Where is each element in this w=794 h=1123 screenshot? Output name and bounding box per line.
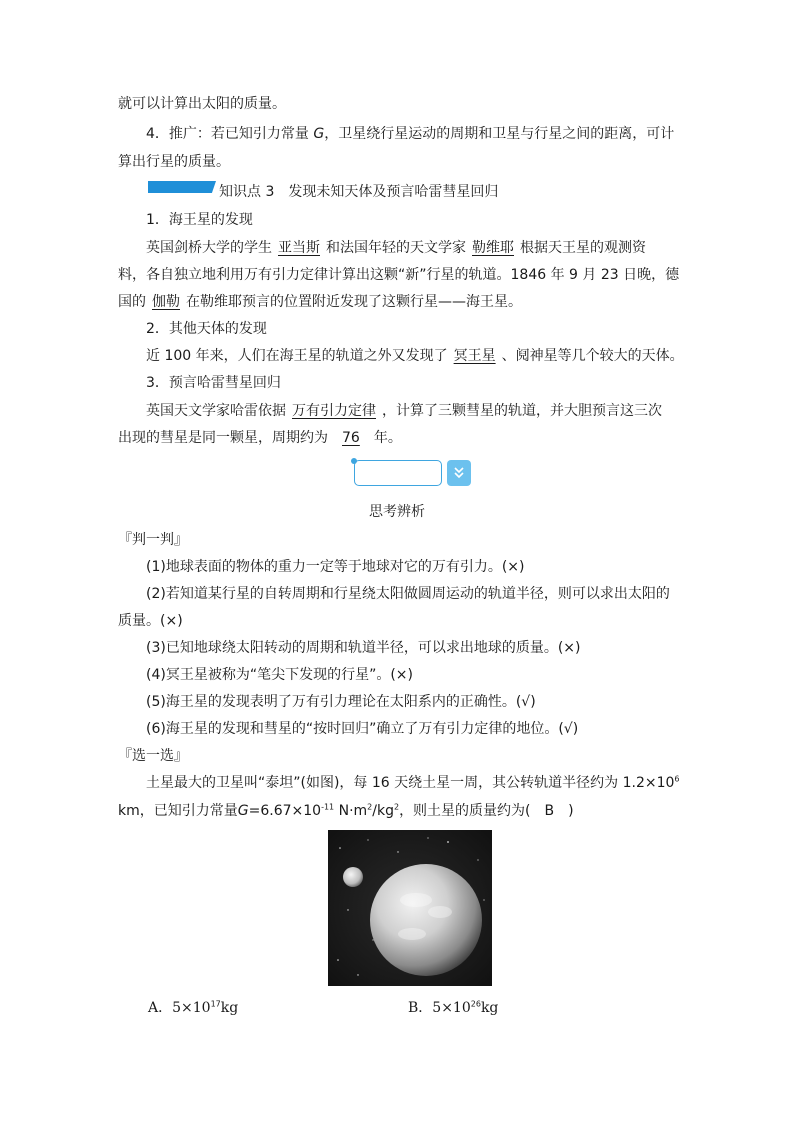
judge-item: (4)冥王星被称为“笔尖下发现的行星”。(×) [146, 667, 413, 683]
option-a[interactable]: A．$5\times 10^{17}kg$ [148, 999, 239, 1016]
text-line: 算出行星的质量。 [118, 154, 230, 170]
think-header-box [354, 460, 442, 486]
judge-item: (2)若知道某行星的自转周期和行星绕太阳做圆周运动的轨道半径，则可以求出太阳的 [146, 586, 670, 602]
question-text: 土星最大的卫星叫“泰坦”(如图)，每 16 天绕土星一周，其公转轨道半径约为 $1.2\times 10^6$ [146, 774, 680, 791]
answer-blank: 万有引力定律 [292, 403, 376, 419]
text-line: 英国天文学家哈雷依据 万有引力定律 ，计算了三颗彗星的轨道，并大胆预言这三次 [146, 403, 662, 419]
answer-blank: 76 [342, 430, 360, 446]
saturn-titan-image [328, 830, 492, 986]
judge-item: 质量。(×) [118, 613, 183, 629]
section-heading: 3．预言哈雷彗星回归 [146, 375, 281, 391]
section-heading: 1．海王星的发现 [146, 212, 253, 228]
double-chevron-down-icon[interactable] [447, 460, 471, 486]
text-line: 4．推广：若已知引力常量 G，卫星绕行星运动的周期和卫星与行星之间的距离，可计 [146, 126, 675, 142]
judge-item: (5)海王星的发现表明了万有引力理论在太阳系内的正确性。(√) [146, 694, 536, 710]
knowledge-point-title: 知识点 3 发现未知天体及预言哈雷彗星回归 [219, 184, 499, 200]
text-line: 就可以计算出太阳的质量。 [118, 96, 286, 112]
text-line: 近 100 年来，人们在海王星的轨道之外又发现了 冥王星 、阋神星等几个较大的天体。 [146, 348, 684, 364]
section-heading: 2．其他天体的发现 [146, 321, 267, 337]
answer-blank: 勒维耶 [472, 240, 514, 256]
chevron-svg [453, 465, 465, 481]
text-line: 料，各自独立地利用万有引力定律计算出这颗“新”行星的轨道。1846 年 9 月 23 日晚，德 [118, 267, 680, 283]
text-line: 英国剑桥大学的学生 亚当斯 和法国年轻的天文学家 勒维耶 根据天王星的观测资 [146, 240, 646, 256]
judge-item: (3)已知地球绕太阳转动的周期和轨道半径，可以求出地球的质量。(×) [146, 640, 581, 656]
text-line: 出现的彗星是同一颗星，周期约为 76 年。 [118, 430, 402, 446]
answer-blank: 亚当斯 [278, 240, 320, 256]
text-line: 国的 伽勒 在勒维耶预言的位置附近发现了这颗行星——海王星。 [118, 294, 522, 310]
subsection-label: 『选一选』 [118, 748, 188, 764]
option-b[interactable]: B．$5\times 10^{26}kg$ [408, 999, 499, 1016]
answer-blank: 伽勒 [152, 294, 180, 310]
knowledge-point-bar [148, 181, 216, 193]
subsection-label: 『判一判』 [118, 532, 188, 548]
judge-item: (6)海王星的发现和彗星的“按时回归”确立了万有引力定律的地位。(√) [146, 721, 579, 737]
think-section-title: 思考辨析 [369, 504, 425, 520]
question-text: km，已知引力常量$G=6.67\times 10^{-11}$ $N\cdot m^2/kg^2$，则土星的质量约为( B ) [118, 802, 574, 819]
answer-blank: 冥王星 [453, 348, 496, 364]
judge-item: (1)地球表面的物体的重力一定等于地球对它的万有引力。(×) [146, 559, 525, 575]
